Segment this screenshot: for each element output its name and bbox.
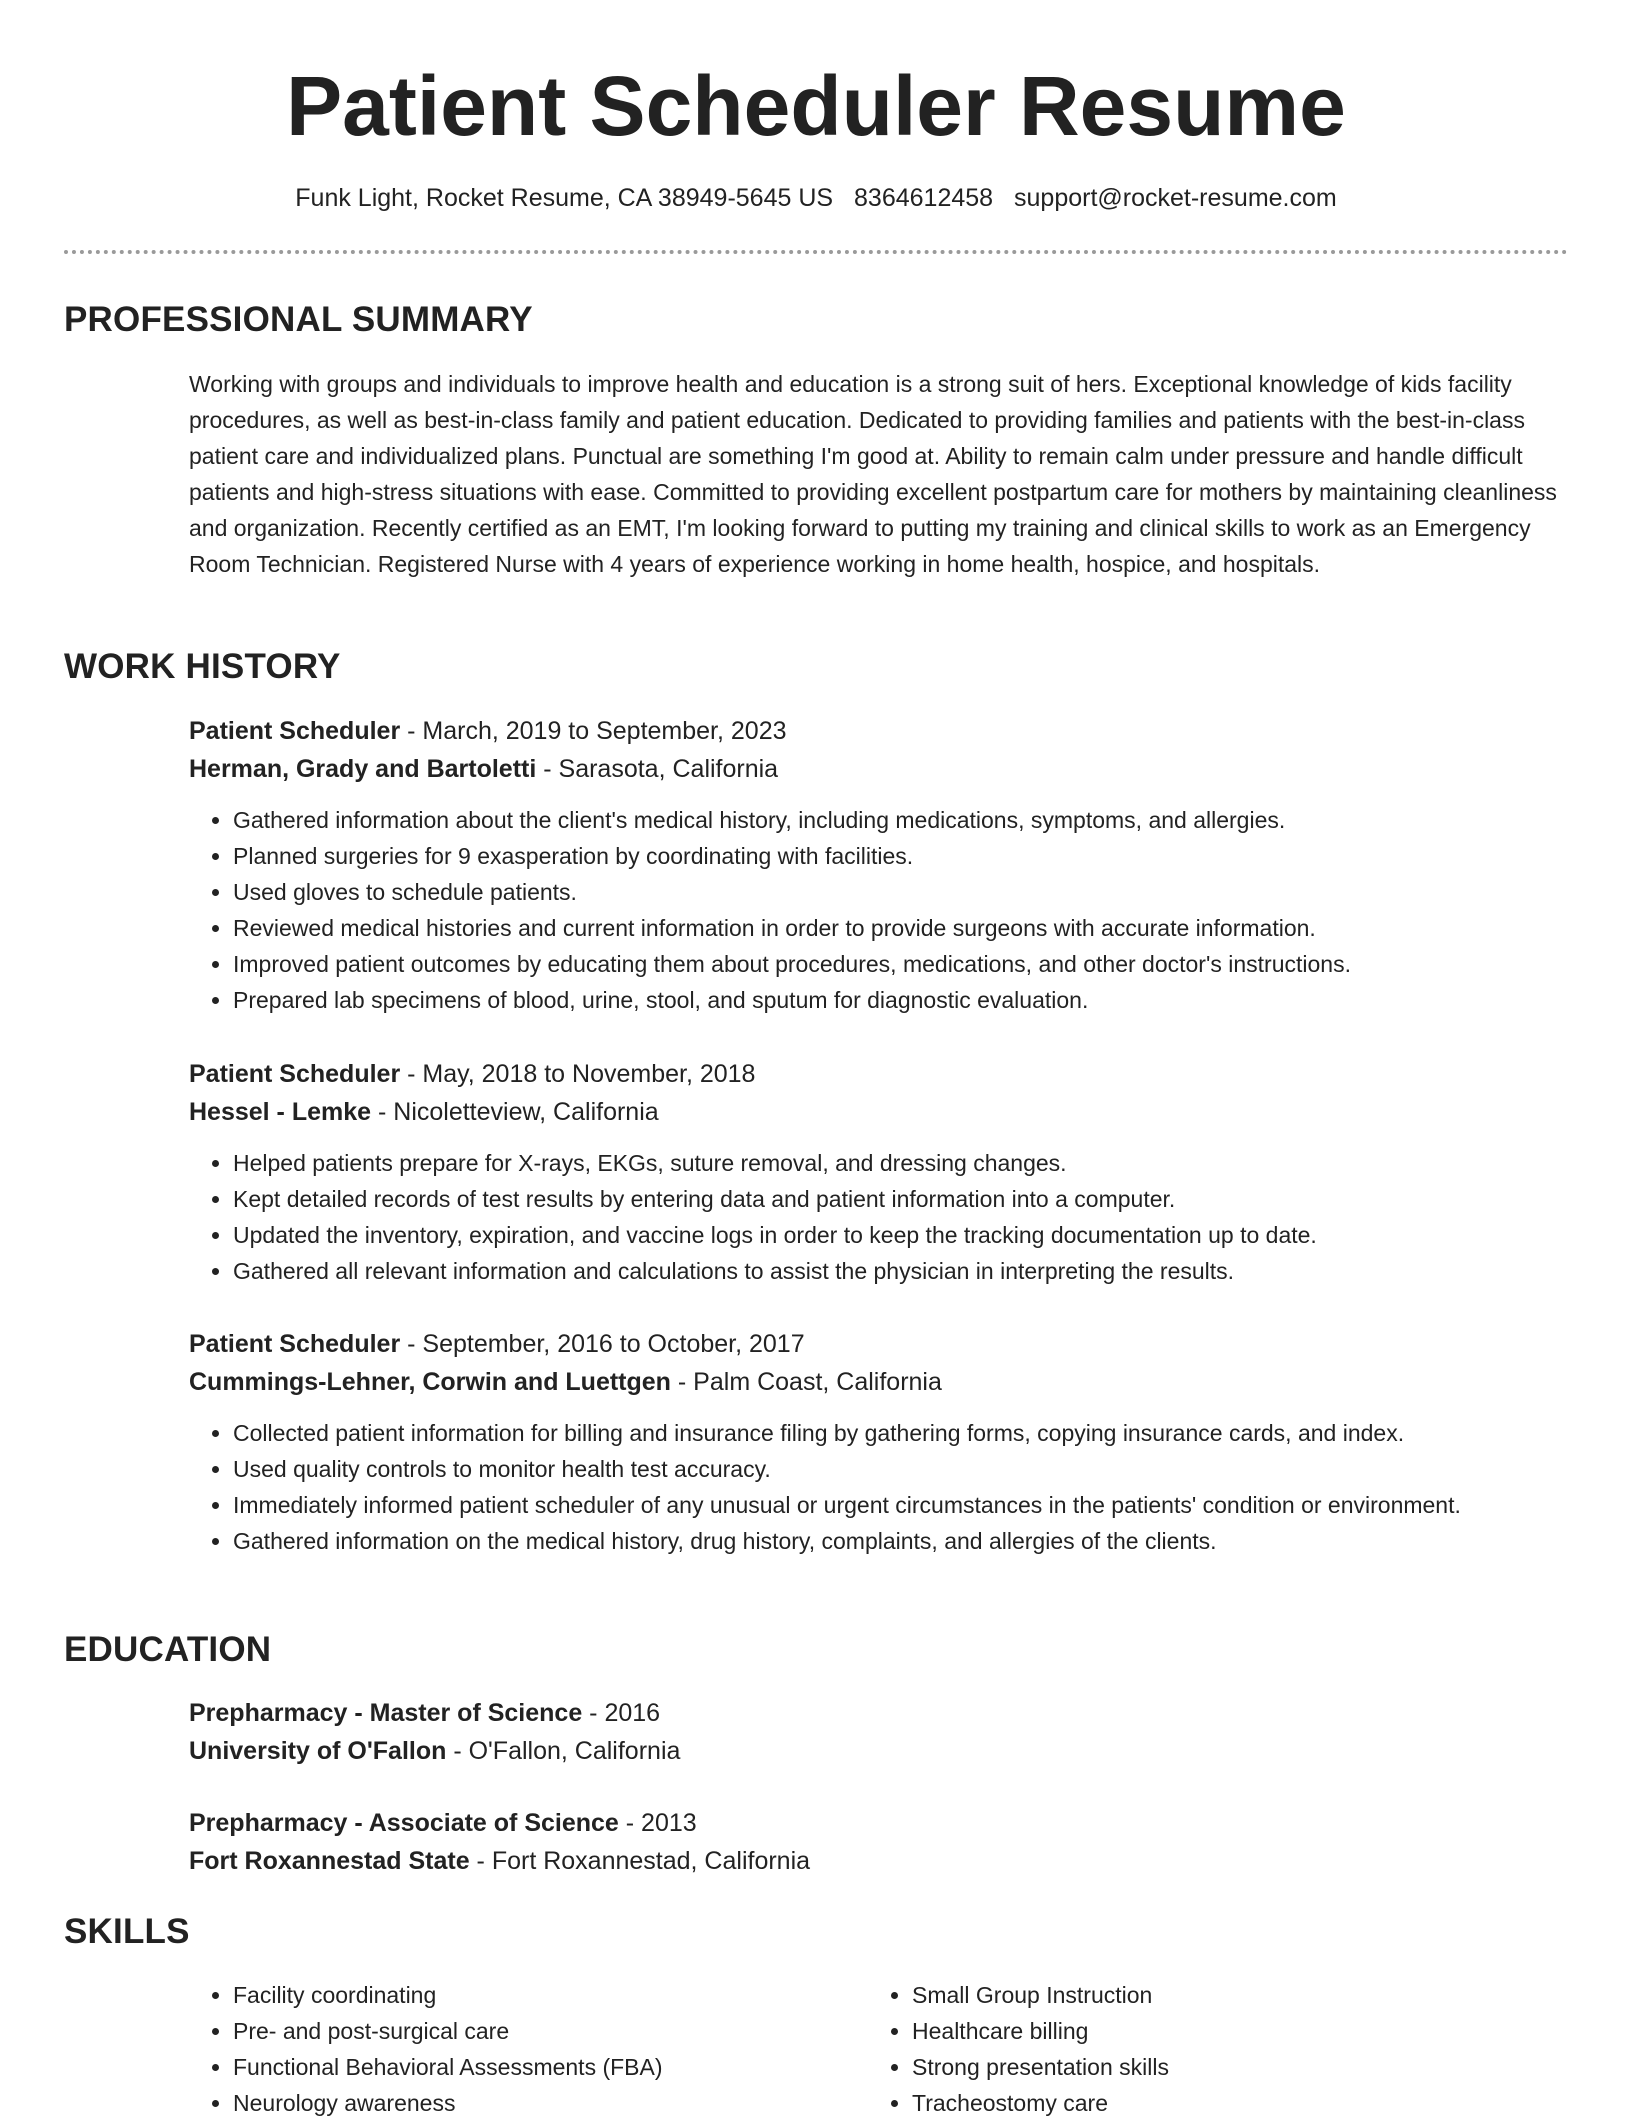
skill-item: • Strong presentation skills: [912, 2049, 1508, 2085]
job-entry: [189, 1325, 1569, 1559]
duty-item: • Immediately informed patient scheduler of any unusual or urgent circumstances in the patients' condition or environment.: [233, 1487, 1573, 1523]
duty-item: • Updated the inventory, expiration, and vaccine logs in order to keep the tracking documentation up to date.: [233, 1217, 1569, 1253]
job-entry: [189, 712, 1569, 1018]
skill-item: • Healthcare billing: [912, 2013, 1508, 2049]
education-degree: Prepharmacy - Associate of Science: [189, 1809, 619, 1837]
job-dates: - September, 2016 to October, 2017: [400, 1330, 805, 1358]
job-location: - Palm Coast, California: [670, 1368, 942, 1396]
job-company: Cummings-Lehner, Corwin and Luettgen: [189, 1368, 671, 1396]
job-title: Patient Scheduler: [189, 717, 401, 745]
job-duties: [189, 1415, 1573, 1559]
job-dates: - March, 2019 to September, 2023: [400, 717, 787, 745]
skill-item: • Neurology awareness: [233, 2085, 829, 2121]
skill-item: • Facility coordinating: [233, 1977, 829, 2013]
page-title: Patient Scheduler Resume: [286, 59, 1346, 153]
education-degree-line: [189, 1694, 1569, 1732]
job-company-line: [189, 1093, 1569, 1131]
skills-heading: SKILLS: [64, 1912, 190, 1951]
summary-heading: PROFESSIONAL SUMMARY: [64, 300, 533, 339]
education-location: - O'Fallon, California: [446, 1737, 681, 1765]
duty-item: • Used quality controls to monitor health test accuracy.: [233, 1451, 1573, 1487]
job-company: Herman, Grady and Bartoletti: [189, 755, 537, 783]
education-school-line: [189, 1732, 1569, 1770]
education-year: - 2016: [582, 1699, 661, 1727]
duty-item: • Gathered information on the medical history, drug history, complaints, and allergies of the clients.: [233, 1523, 1573, 1559]
job-location: - Nicoletteview, California: [371, 1098, 659, 1126]
job-entry: [189, 1055, 1569, 1289]
work-history-heading: WORK HISTORY: [64, 647, 341, 686]
contact-address: Funk Light, Rocket Resume, CA 38949-5645 US: [295, 184, 834, 212]
job-title: Patient Scheduler: [189, 1330, 401, 1358]
skill-item: • Small Group Instruction: [912, 1977, 1508, 2013]
job-title: Patient Scheduler: [189, 1060, 401, 1088]
duty-item: • Collected patient information for billing and insurance filing by gathering forms, copying insurance cards, and index.: [233, 1415, 1573, 1451]
duty-item: • Kept detailed records of test results by entering data and patient information into a computer.: [233, 1181, 1569, 1217]
education-entry: [189, 1804, 1569, 1880]
contact-phone: 8364612458: [854, 184, 994, 212]
duty-item: • Planned surgeries for 9 exasperation by coordinating with facilities.: [233, 838, 1569, 874]
job-company-line: [189, 1363, 1569, 1401]
education-school-line: [189, 1842, 1569, 1880]
education-location: - Fort Roxannestad, California: [469, 1847, 811, 1875]
education-year: - 2013: [618, 1809, 697, 1837]
header-divider: [64, 250, 1568, 254]
education-degree-line: [189, 1804, 1569, 1842]
skills-list: [868, 1977, 1508, 2121]
education-school: Fort Roxannestad State: [189, 1847, 470, 1875]
education-heading: EDUCATION: [64, 1630, 272, 1669]
duty-item: • Gathered all relevant information and calculations to assist the physician in interpreting the results.: [233, 1253, 1569, 1289]
duty-item: • Reviewed medical histories and current information in order to provide surgeons with accurate information.: [233, 910, 1569, 946]
job-location: - Sarasota, California: [536, 755, 779, 783]
resume-header: [0, 0, 1632, 156]
duty-item: • Gathered information about the client's medical history, including medications, symptoms, and allergies.: [233, 802, 1569, 838]
summary-text: Working with groups and individuals to improve health and education is a strong suit of hers. Exceptional knowledge of kids facility procedures, as well as best-in-class family and patient education. Dedicated to providing families and patients with the best-in-class patient care and individualized plans. Punctual are something I'm good at. Ability to remain calm under pressure and handle difficult patients and high-stress situations with ease. Committed to providing excellent postpartum care for mothers by maintaining cleanliness and organization. Recently certified as an EMT, I'm looking forward to putting my training and clinical skills to work as an Emergency Room Technician. Registered Nurse with 4 years of experience working in home health, hospice, and hospitals.: [189, 371, 1557, 577]
job-dates: - May, 2018 to November, 2018: [400, 1060, 756, 1088]
job-title-line: [189, 1325, 1569, 1363]
duty-item: • Helped patients prepare for X-rays, EKGs, suture removal, and dressing changes.: [233, 1145, 1569, 1181]
skill-item: • Pre- and post-surgical care: [233, 2013, 829, 2049]
education-degree: Prepharmacy - Master of Science: [189, 1699, 583, 1727]
contact-info: [0, 182, 1632, 214]
job-duties: [189, 802, 1569, 1018]
skills-list: [189, 1977, 829, 2121]
summary-block: [189, 366, 1569, 582]
contact-email: support@rocket-resume.com: [1014, 184, 1337, 212]
job-duties: [189, 1145, 1569, 1289]
skill-item: • Functional Behavioral Assessments (FBA): [233, 2049, 829, 2085]
job-company: Hessel - Lemke: [189, 1098, 372, 1126]
duty-item: • Improved patient outcomes by educating them about procedures, medications, and other doctor's instructions.: [233, 946, 1569, 982]
skill-item: • Tracheostomy care: [912, 2085, 1508, 2121]
job-title-line: [189, 712, 1569, 750]
skills-column-right: [868, 1977, 1508, 2121]
education-entry: [189, 1694, 1569, 1770]
education-school: University of O'Fallon: [189, 1737, 447, 1765]
skills-column-left: [189, 1977, 829, 2121]
duty-item: • Prepared lab specimens of blood, urine, stool, and sputum for diagnostic evaluation.: [233, 982, 1569, 1018]
duty-item: • Used gloves to schedule patients.: [233, 874, 1569, 910]
job-company-line: [189, 750, 1569, 788]
job-title-line: [189, 1055, 1569, 1093]
